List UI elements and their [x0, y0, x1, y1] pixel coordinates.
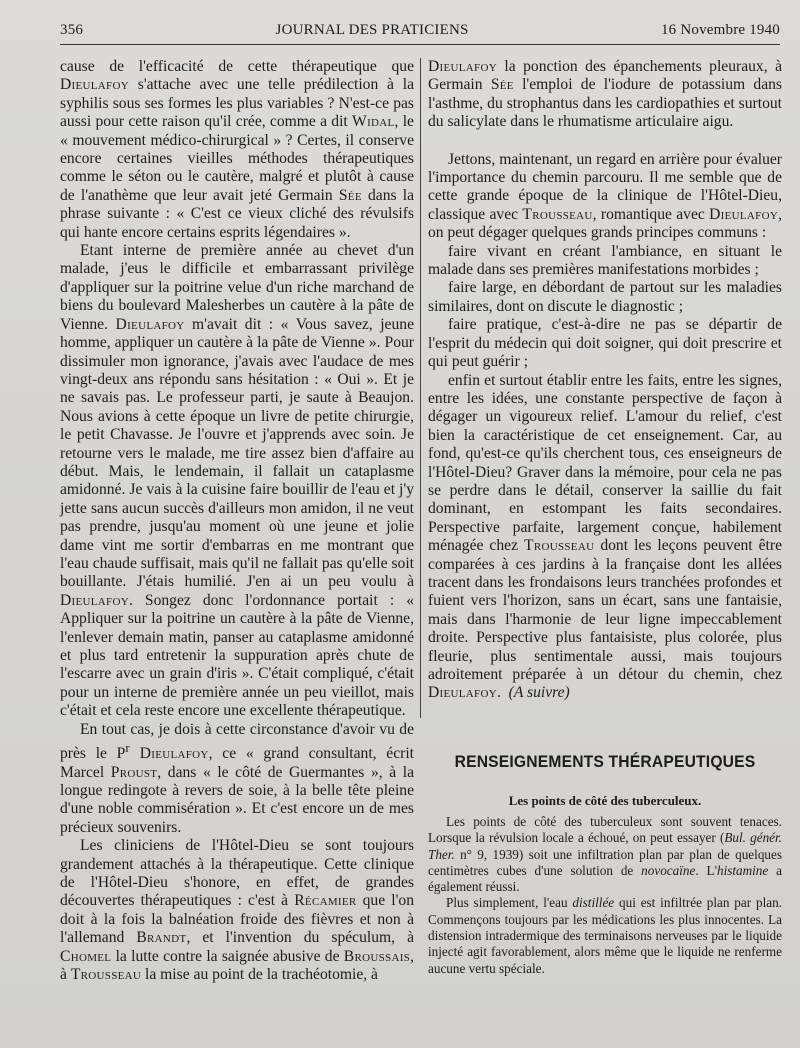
name-see: Sée [490, 76, 514, 94]
name-proust: Proust [110, 763, 158, 781]
name-dieulafoy: Dieulafoy [60, 591, 129, 609]
a-suivre: (A suivre) [508, 684, 570, 702]
name-trousseau: Trousseau [524, 537, 595, 555]
name-dieulafoy: Dieulafoy [428, 58, 497, 75]
name-trousseau: Trousseau [522, 205, 593, 223]
left-paragraph-2: Etant interne de première année au chevet d'un malade, j'eus le difficile et embarrassant privilège d'appliquer sur la poitrine velue d'un riche marchand de biens du boulevard Malesherbes un cautère à la pâte de Vienne. Dieulafoy m'avait dit : « Vous savez, jeune homme, appliquer un cautère à la pâte de Vienne ». Pour dissimuler mon ignorance, j'avais avec l'audace de mes vingt-deux ans répondu sans hésitation : « Oui ». Et je ne savais pas. Le professeur parti, je saute à Beaujon. Nous avions à cette époque un livre de petite chirurgie, le petit Chavasse. Je l'ouvre et j'apprends avec soin. Je retourne vers le malade, me tire assez bien d'affaire au début. Mais, le lendemain, il fallait un cataplasme amidonné. Je vais à la cuisine faire bouillir de l'eau et j'y jette sans aucun succès d'ailleurs mon amidon, il ne veut pas prendre, jusqu'au moment où une jeune et jolie dame vint me sortir d'embarras en me montrant que l'eau chaude suffisait, mais qu'il ne fallait pas qu'elle soit bouillante. J'étais humilié. J'en ai un peu voulu à Dieulafoy. Songez donc l'ordonnance portait : « Appliquer sur la poitrine un cautère à la pâte de Vienne, l'enlever demain matin, panser au cataplasme amidonné et plus tard entretenir la suppuration après chute de l'escarre avec un grain d'iris ». C'était compliqué, c'était pour un interne de première année un peu vieillot, mais c'était et cela reste encore une excellente thérapeutique. [60, 242, 414, 720]
principle-pratique: faire pratique, c'est-à-dire ne pas se départir de l'esprit du médecin qui doit soigner, qui doit prescrire et qui peut guérir ; [428, 316, 782, 371]
left-paragraph-1: cause de l'efficacité de cette thérapeutique que Dieulafoy s'attache avec une telle prédilection à la syphilis sous ses formes les plus variables ? N'est-ce pas aussi pour cette raison qu'il crée, comme a dit Widal, le « mouvement médico-chirurgical » ? Certes, il conserve encore certaines vieilles méthodes thérapeutiques comme le séton ou le cautère, malgré et plutôt à cause de l'anathème que leur avait jeté Germain Sée dans la phrase suivante : « C'est ce vieux cliché des révulsifs qui hante encore certains esprits légendaires ». [60, 58, 414, 241]
right-column [428, 58, 782, 703]
name-widal: Widal [352, 113, 395, 131]
name-dieulafoy: Dieulafoy [129, 745, 209, 763]
page-header [60, 22, 780, 44]
left-paragraph-3: En tout cas, je dois à cette circonstance d'avoir vu de près le $P^r$ Dieulafoy, ce « grand consultant, écrit Marcel Proust, dans « le côté de Guermantes », à la longue redingote à revers de soie, à la belle tête pleine d'une noble commisération ». Et c'est encore un de mes précieux souvenirs. [60, 720, 415, 836]
section-body [428, 814, 782, 977]
header-rule [60, 44, 780, 45]
name-recamier: Récamier [294, 892, 357, 910]
issue-date: 16 Novembre 1940 [660, 22, 780, 38]
column-divider [420, 58, 421, 718]
right-paragraph-1: Jettons, maintenant, un regard en arrière pour évaluer l'importance du chemin parcouru. Il me semble que de cette grande époque de la clinique de l'Hôtel-Dieu, classique avec Trousseau, romantique avec Dieulafoy, on peut dégager quelques grands principes communs : [428, 150, 782, 242]
name-dieulafoy: Dieulafoy [709, 205, 779, 223]
name-dieulafoy: Dieulafoy [115, 315, 185, 333]
page-number: 356 [60, 22, 84, 38]
name-broussais: Broussais [343, 947, 411, 965]
name-trousseau: Trousseau [70, 966, 142, 984]
principle-vivant: faire vivant en créant l'ambiance, en situant le malade dans ses premières manifestations morbides ; [428, 242, 782, 279]
section-paragraph-2: Plus simplement, l'eau distillée qui est infiltrée plan par plan. Commençons toujours par les médications les plus innocentes. La distension intradermique des terminaisons nerveuses par le liquide injecté agit favorablement, alors même que le liquide ne renferme aucune vertu spéciale. [428, 895, 782, 976]
name-dieulafoy: Dieulafoy [60, 76, 129, 94]
name-chomel: Chomel [60, 947, 112, 965]
principle-large: faire large, en débordant de partout sur les maladies similaires, dont on discute le diagnostic ; [428, 279, 782, 315]
section-paragraph-1: Les points de côté des tuberculeux sont souvent tenaces. Lorsque la révulsion locale a échoué, on peut essayer (Bul. génér. Ther. n° 9, 1939) soit une infiltration plan par plan de quelques centimètres cubes d'une solution de novocaïne. L'histamine a également réussi. [428, 814, 782, 895]
name-see: Sée [338, 186, 362, 204]
journal-title: JOURNAL DES PRATICIENS [275, 22, 469, 38]
section-subtitle: Les points de côté des tuberculeux. [508, 793, 702, 808]
left-column [60, 58, 414, 985]
left-paragraph-4: Les cliniciens de l'Hôtel-Dieu se sont toujours grandement attachés à la thérapeutique. Cette clinique de l'Hôtel-Dieu s'honore, en effet, de grandes découvertes thérapeutiques : c'est à Récamier que l'on doit à la fois la balnéation froide des fièvres et non à l'allemand Brandt, et l'invention du spéculum, à Chomel la lutte contre la saignée abusive de Broussais, à Trousseau la mise au point de la trachéotomie, à [60, 837, 414, 984]
section-title: RENSEIGNEMENTS THÉRAPEUTIQUES [454, 752, 756, 771]
right-continuation: Dieulafoy la ponction des épanchements pleuraux, à Germain Sée l'emploi de l'iodure de potassium dans l'asthme, du strophantus dans les cardiopathies et surtout du salicylate dans le rhumatisme articulaire aigu. [428, 58, 782, 131]
name-dieulafoy: Dieulafoy [428, 684, 497, 702]
principle-perspective: enfin et surtout établir entre les faits, entre les signes, entre les idées, une constante perspective de façon à dégager un vigoureux relief. L'amour du relief, c'est bien la caractéristique de cet enseignement. Car, au fond, qu'est-ce qu'ils cherchent tous, ces enseigneurs de l'Hôtel-Dieu? Graver dans la mémoire, pour cela ne pas se perdre dans le détail, conserver la saillie du fait dominant, en estompant les faits secondaires. Perspective parfaite, largement conçue, habilement ménagée chez Trousseau dont les leçons peuvent être comparées à ces jardins à la française dont les allées tracent dans les frondaisons leurs tranchées profondes et fuient vers l'horizon, sans un écart, sans une fantaisie, mais dans l'harmonie de leur ligne impeccablement droite. Perspective plus fantaisiste, plus colorée, plus fleurie, plus sentimentale aussi, mais toujours adroitement préparée à un détour du chemin, chez Dieulafoy. (A suivre) [428, 371, 783, 702]
name-brandt: Brandt [136, 929, 187, 947]
